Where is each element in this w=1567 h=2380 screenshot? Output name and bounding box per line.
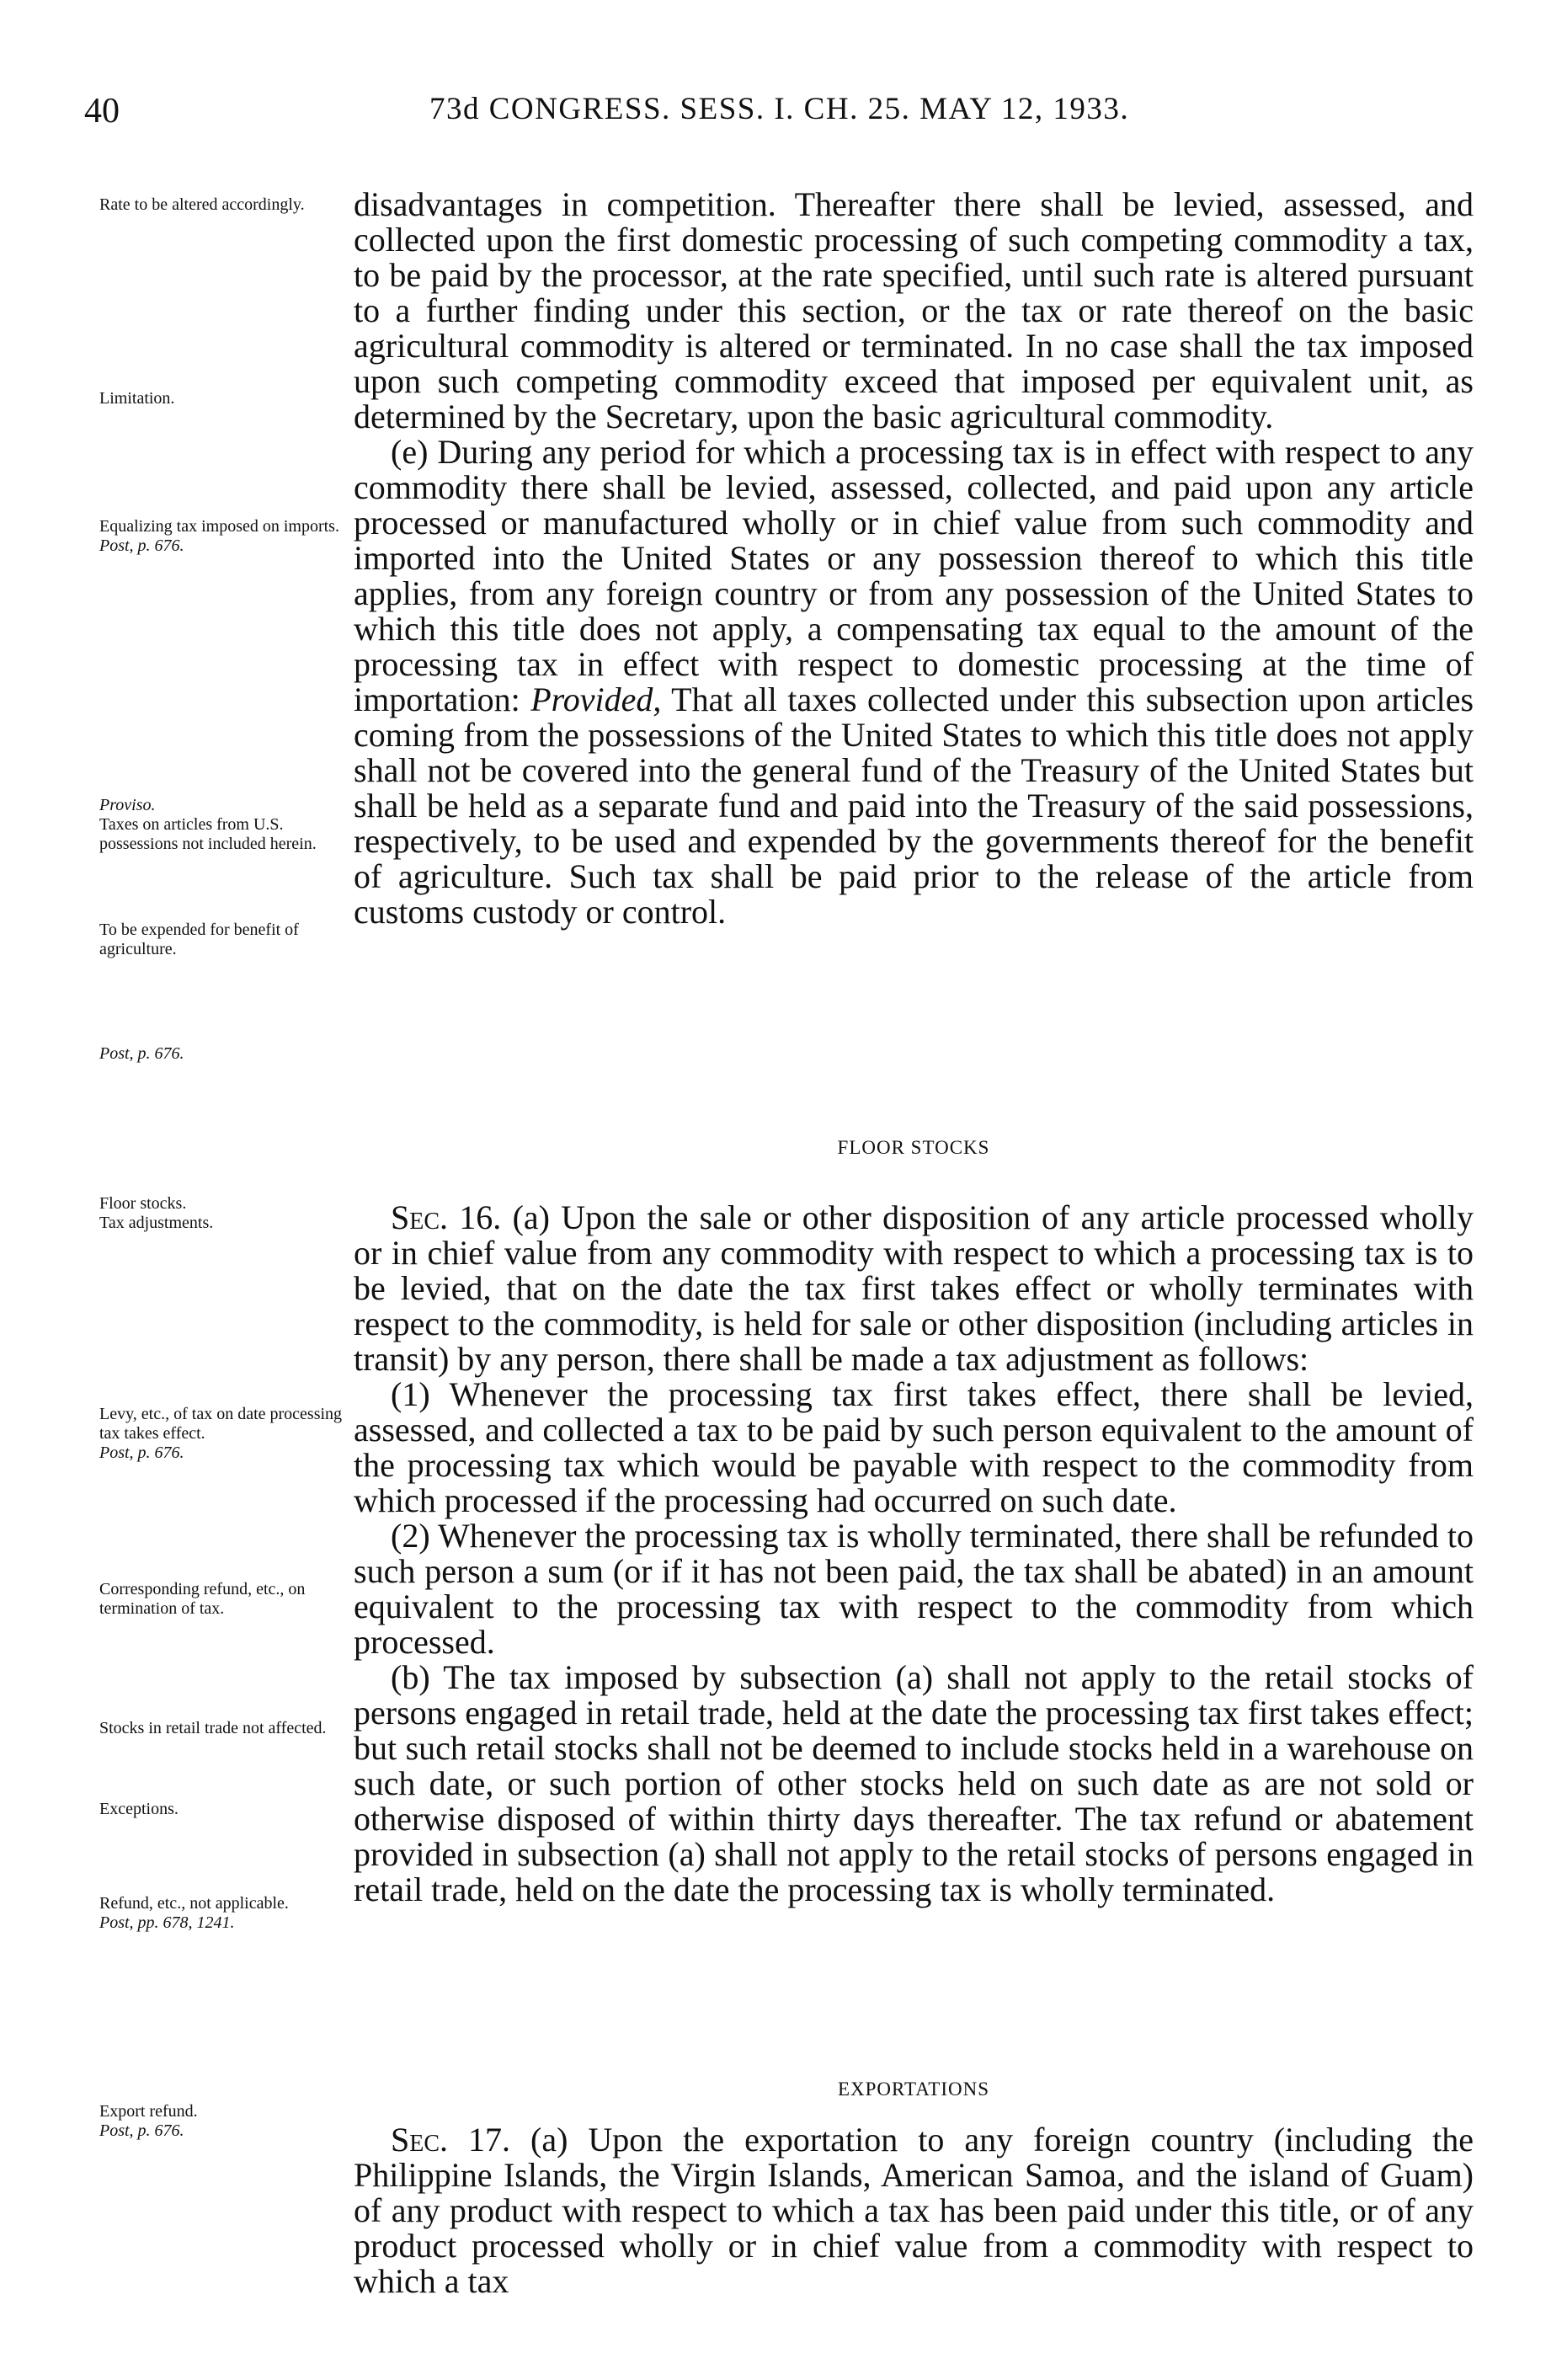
paragraph-16a-text: (a) Upon the sale or other disposition of any article processed wholly or in chief value from any commodity with respect to which a processing tax is to be levied, that on the date the tax first takes effect or wholly terminates with respect to the commodity, is held for sale or other disposition (including articles in transit) by any person, there shall be made a tax adjustment as follows: [354, 1198, 1474, 1378]
margin-note-rate-altered: Rate to be altered accordingly. [99, 195, 305, 214]
margin-note-levy [99, 1405, 344, 1463]
margin-note-floor-stocks-label: Floor stocks. [99, 1194, 187, 1213]
sec16-label: Sec. 16. [391, 1198, 502, 1236]
paragraph-16a [354, 1200, 1474, 1377]
margin-note-limitation: Limitation. [99, 389, 175, 408]
margin-note-export-refund-ref: Post, p. 676. [99, 2121, 184, 2140]
margin-note-levy-text: Levy, etc., of tax on date processing tax takes effect. [99, 1405, 343, 1443]
margin-note-refund-not-applicable [99, 1894, 344, 1933]
body-block-2 [354, 1200, 1474, 1908]
exportations-heading: EXPORTATIONS [837, 2078, 989, 2100]
margin-note-levy-ref: Post, p. 676. [99, 1443, 184, 1462]
margin-note-refund-not-applicable-ref: Post, pp. 678, 1241. [99, 1913, 235, 1932]
margin-note-taxes-on-articles: Taxes on articles from U.S. possessions not included herein. [99, 815, 317, 853]
page-header [84, 91, 1482, 141]
margin-note-equalizing-text: Equalizing tax imposed on imports. [99, 517, 339, 536]
margin-note-equalizing [99, 517, 344, 556]
paragraph-17a [354, 2122, 1474, 2299]
floor-stocks-heading: FLOOR STOCKS [837, 1137, 990, 1158]
body-block-3 [354, 2122, 1474, 2299]
margin-note-retail: Stocks in retail trade not affected. [99, 1719, 327, 1737]
margin-note-refund: Corresponding refund, etc., on termination of tax. [99, 1580, 306, 1618]
margin-note-tax-adjustments: Tax adjustments. [99, 1214, 214, 1232]
paragraph-e [354, 435, 1474, 930]
margin-note-refund-not-applicable-text: Refund, etc., not applicable. [99, 1894, 289, 1913]
margin-note-export-refund [99, 2102, 344, 2141]
paragraph-e-part1: (e) During any period for which a processing tax is in effect with respect to any commodity there shall be levied, assessed, collected, and paid upon any article processed or manufactured wholly or in chief value from such commodity and imported into the United States or any possession thereof to which this title applies, from any foreign country or from any possession of the United States to which this title does not apply, a compensating tax equal to the amount of the processing tax in effect with respect to domestic processing at the time of importation: [354, 433, 1474, 718]
sec17-label: Sec. 17. [391, 2121, 511, 2159]
paragraph-16b: (b) The tax imposed by subsection (a) shall not apply to the retail stocks of persons engaged in retail trade, held at the date the processing tax first takes effect; but such retail stocks shall not be deemed to include stocks held in a warehouse on such date, or such portion of other stocks held on such date as are not sold or otherwise disposed of within thirty days thereafter. The tax refund or abatement provided in subsection (a) shall not apply to the retail stocks of persons engaged in retail trade, held on the date the processing tax is wholly terminated. [354, 1658, 1474, 1908]
body-block-1 [354, 187, 1474, 930]
margin-note-floor-stocks [99, 1194, 344, 1233]
paragraph-17a-text: (a) Upon the exportation to any foreign country (including the Philippine Islands, the Virgin Islands, American Samoa, and the island of Guam) of any product with respect to which a tax has been paid under this title, or of any product processed wholly or in chief value from a commodity with respect to which a tax [354, 2121, 1474, 2300]
margin-note-expended-ref-text: Post, p. 676. [99, 1044, 184, 1063]
running-head: 73d CONGRESS. SESS. I. CH. 25. MAY 12, 1933. [429, 92, 1130, 126]
margin-note-proviso-label: Proviso. [99, 796, 156, 814]
paragraph-e-part2: That all taxes collected under this subsection upon articles coming from the possessions of the United States to which this title does not apply shall not be covered into the general fund of the Treasury of the United States but shall be held as a separate fund and paid into the Treasury of the said possessions, respectively, to be used and expended by the governments thereof for the benefit of agriculture. Such tax shall be paid prior to the release of the article from customs custody or control. [354, 680, 1474, 931]
proviso-label: Provided, [530, 680, 662, 718]
page-number: 40 [84, 92, 120, 131]
paragraph-16a1: (1) Whenever the processing tax first takes effect, there shall be levied, assessed, and collected a tax to be paid by such person equivalent to the amount of the processing tax which would be payable with respect to the commodity from which processed if the processing had occurred on such date. [354, 1375, 1474, 1519]
margin-note-exceptions: Exceptions. [99, 1800, 179, 1818]
margin-note-export-refund-text: Export refund. [99, 2102, 198, 2121]
paragraph-disadvantages: disadvantages in competition. Thereafter there shall be levied, assessed, and collected upon the first domestic processing of such competing commodity a tax, to be paid by the processor, at the rate specified, until such rate is altered pursuant to a further finding under this section, or the tax or rate thereof on the basic agricultural commodity is altered or terminated. In no case shall the tax imposed upon such competing commodity exceed that imposed per equivalent unit, as determined by the Secretary, upon the basic agricultural commodity. [354, 185, 1474, 435]
margin-note-proviso [99, 796, 344, 854]
margin-note-equalizing-ref: Post, p. 676. [99, 536, 184, 555]
paragraph-16a2: (2) Whenever the processing tax is wholly terminated, there shall be refunded to such person a sum (or if it has not been paid, the tax shall be abated) in an amount equivalent to the processing tax with respect to the commodity from which processed. [354, 1517, 1474, 1661]
margin-note-expended-ref [99, 1044, 344, 1064]
margin-note-expended: To be expended for benefit of agriculture. [99, 921, 299, 958]
